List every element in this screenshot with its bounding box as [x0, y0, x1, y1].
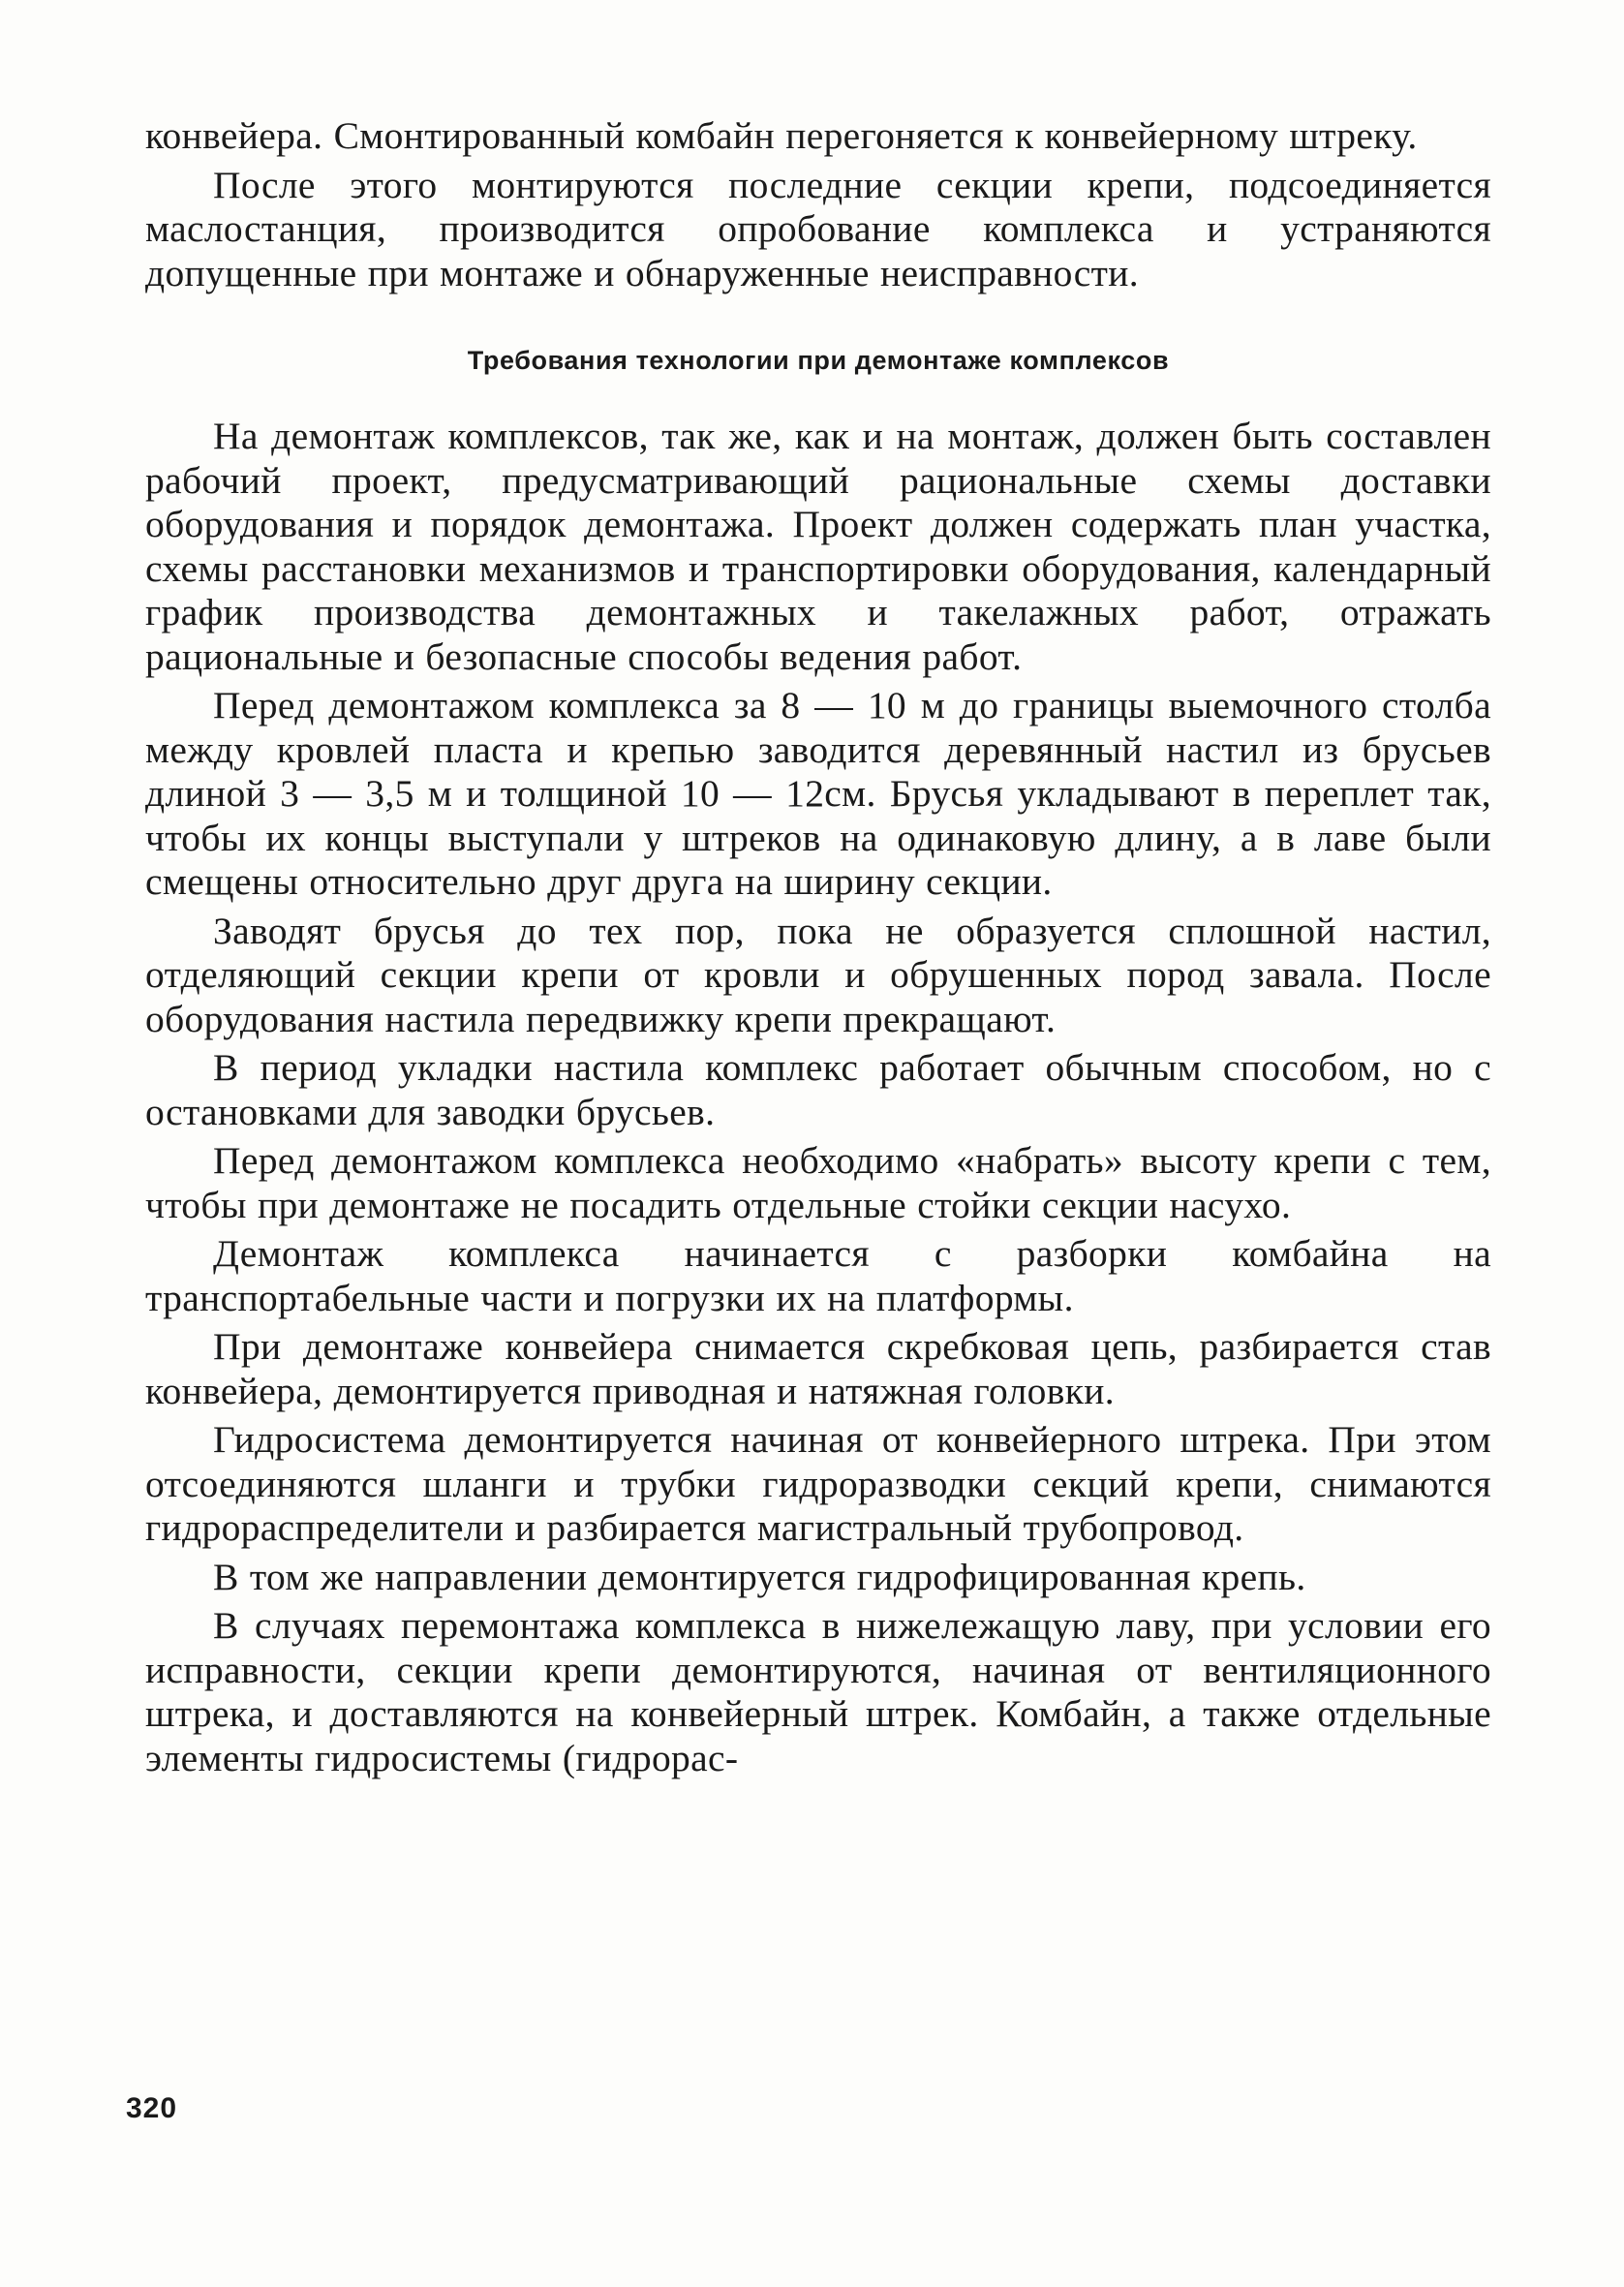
paragraph: В том же направлении демонтируется гидрофицированная крепь.	[213, 1555, 1306, 1598]
paragraph: В случаях перемонтажа комплекса в нижележащую лаву, при условии его исправности, секции крепи демонтируются, начиная от вентиляционного штрека, и доставляются на конвейерный штрек. Комбайн, а также отдельные элементы гидросистемы (гидрорас-	[145, 1604, 1491, 1779]
page-text-block	[145, 114, 1491, 1785]
paragraph-continuation: конвейера. Смонтированный комбайн перегоняется к конвейерному штреку.	[145, 114, 1418, 157]
section-heading: Требования технологии при демонтаже комплексов	[467, 346, 1170, 375]
paragraph: В период укладки настила комплекс работает обычным способом, но с остановками для заводки брусьев.	[145, 1046, 1491, 1133]
paragraph: Перед демонтажом комплекса за 8 — 10 м до границы выемочного столба между кровлей пласта и крепью заводится деревянный настил из брусьев длиной 3 — 3,5 м и толщиной 10 — 12см. Брусья укладывают в переплет так, чтобы их концы выступали у штреков на одинаковую длину, а в лаве были смещены относительно друг друга на ширину секции.	[145, 684, 1491, 903]
paragraph: Заводят брусья до тех пор, пока не образуется сплошной настил, отделяющий секции крепи от кровли и обрушенных пород завала. После оборудования настила передвижку крепи прекращают.	[145, 909, 1491, 1040]
paragraph: На демонтаж комплексов, так же, как и на монтаж, должен быть составлен рабочий проект, предусматривающий рациональные схемы доставки оборудования и порядок демонтажа. Проект должен содержать план участка, схемы расстановки механизмов и транспортировки оборудования, календарный график производства демонтажных и такелажных работ, отражать рациональные и безопасные способы ведения работ.	[145, 415, 1491, 678]
page-number: 320	[126, 2092, 178, 2124]
paragraph: Демонтаж комплекса начинается с разборки комбайна на транспортабельные части и погрузки их на платформы.	[145, 1232, 1491, 1319]
paragraph: При демонтаже конвейера снимается скребковая цепь, разбирается став конвейера, демонтируется приводная и натяжная головки.	[145, 1325, 1491, 1412]
paragraph: Гидросистема демонтируется начиная от конвейерного штрека. При этом отсоединяются шланги и трубки гидроразводки секций крепи, снимаются гидрораспределители и разбирается магистральный трубопровод.	[145, 1418, 1491, 1549]
paragraph: После этого монтируются последние секции крепи, подсоединяется маслостанция, производится опробование комплекса и устраняются допущенные при монтаже и обнаруженные неисправности.	[145, 163, 1491, 294]
paragraph: Перед демонтажом комплекса необходимо «набрать» высоту крепи с тем, чтобы при демонтаже не посадить отдельные стойки секции насухо.	[145, 1139, 1491, 1226]
